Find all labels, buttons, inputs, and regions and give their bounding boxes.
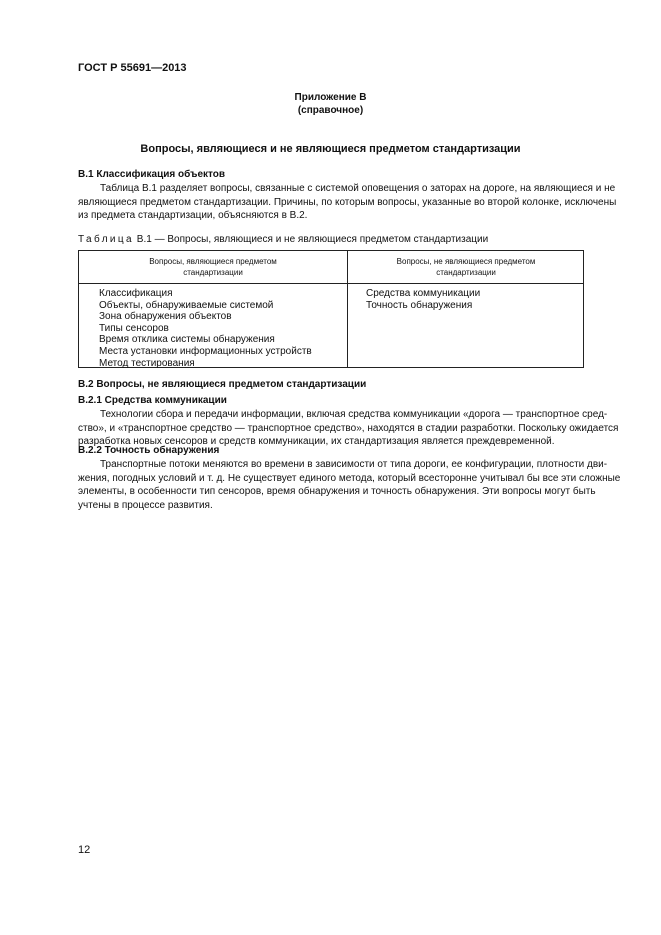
list-item: Метод тестирования xyxy=(99,357,195,369)
paragraph-line: Технологии сбора и передачи информации, включая средства коммуникации «дорога — транспортное сред- xyxy=(100,409,608,420)
paragraph-line: ство», и «транспортное средство — транспортное средство», находятся в стадии разработки. Поскольку ожидается xyxy=(78,422,619,434)
paragraph-line: элементы, в особенности тип сенсоров, время обнаружения и точность обнаружения. Эти вопросы могут быть xyxy=(78,486,596,498)
page-number: 12 xyxy=(78,844,91,856)
section-b2-heading: В.2 Вопросы, не являющиеся предметом стандартизации xyxy=(78,379,367,390)
list-item: Зона обнаружения объектов xyxy=(99,311,232,323)
section-b21-heading: В.2.1 Средства коммуникации xyxy=(78,395,227,406)
paragraph-line: являющиеся предметом стандартизации. Причины, по которым вопросы, указанные во второй колонке, исключены xyxy=(78,196,617,208)
section-b1-paragraph xyxy=(78,182,617,223)
table-cell-col2 xyxy=(366,288,480,311)
annex-title: Приложение В xyxy=(294,92,367,103)
list-item: Типы сенсоров xyxy=(99,322,169,334)
paragraph-line: Транспортные потоки меняются во времени в зависимости от типа дороги, ее конфигурации, плотности дви- xyxy=(100,459,608,470)
section-b1-heading: В.1 Классификация объектов xyxy=(78,169,226,180)
table-header-col1 xyxy=(79,256,347,278)
header-line: Вопросы, являющиеся предметом xyxy=(149,257,277,266)
table-caption xyxy=(78,234,488,245)
header-line: Вопросы, не являющиеся предметом xyxy=(396,257,536,266)
paragraph-line: учтены в процессе развития. xyxy=(78,499,213,511)
table-header-col2 xyxy=(348,256,584,278)
list-item: Время отклика системы обнаружения xyxy=(99,334,275,346)
paragraph-line: Таблица В.1 разделяет вопросы, связанные с системой оповещения о заторах на дороге, на являющиеся и не xyxy=(100,183,616,194)
list-item: Классификация xyxy=(99,288,173,299)
paragraph-line: жения, погодных условий и т. д. Не существует единого метода, который всесторонне учитывал бы все эти сложные xyxy=(78,472,621,484)
table-caption-text: В.1 — Вопросы, являющиеся и не являющиеся предметом стандартизации xyxy=(134,234,489,245)
list-item: Точность обнаружения xyxy=(366,299,473,311)
header-line: стандартизации xyxy=(183,268,243,277)
section-b21-paragraph xyxy=(78,408,619,449)
paragraph-line: разработка новых сенсоров и средств коммуникации, их стандартизация является преждевременной. xyxy=(78,436,555,448)
list-item: Места установки информационных устройств xyxy=(99,345,312,357)
section-b22-paragraph xyxy=(78,458,621,512)
annex-subtitle: (справочное) xyxy=(297,105,364,116)
section-b22-heading: В.2.2 Точность обнаружения xyxy=(78,445,220,456)
list-item: Средства коммуникации xyxy=(366,288,481,299)
list-item: Объекты, обнаруживаемые системой xyxy=(99,299,274,311)
classification-table xyxy=(78,250,584,368)
table-cell-col1 xyxy=(99,288,312,369)
paragraph-line: из предмета стандартизации, объясняются в В.2. xyxy=(78,210,308,222)
document-code: ГОСТ Р 55691—2013 xyxy=(78,62,187,74)
header-line: стандартизации xyxy=(436,268,496,277)
table-header-divider xyxy=(79,283,583,284)
table-caption-prefix: Таблица xyxy=(78,234,135,245)
annex-main-title: Вопросы, являющиеся и не являющиеся предметом стандартизации xyxy=(140,143,521,155)
